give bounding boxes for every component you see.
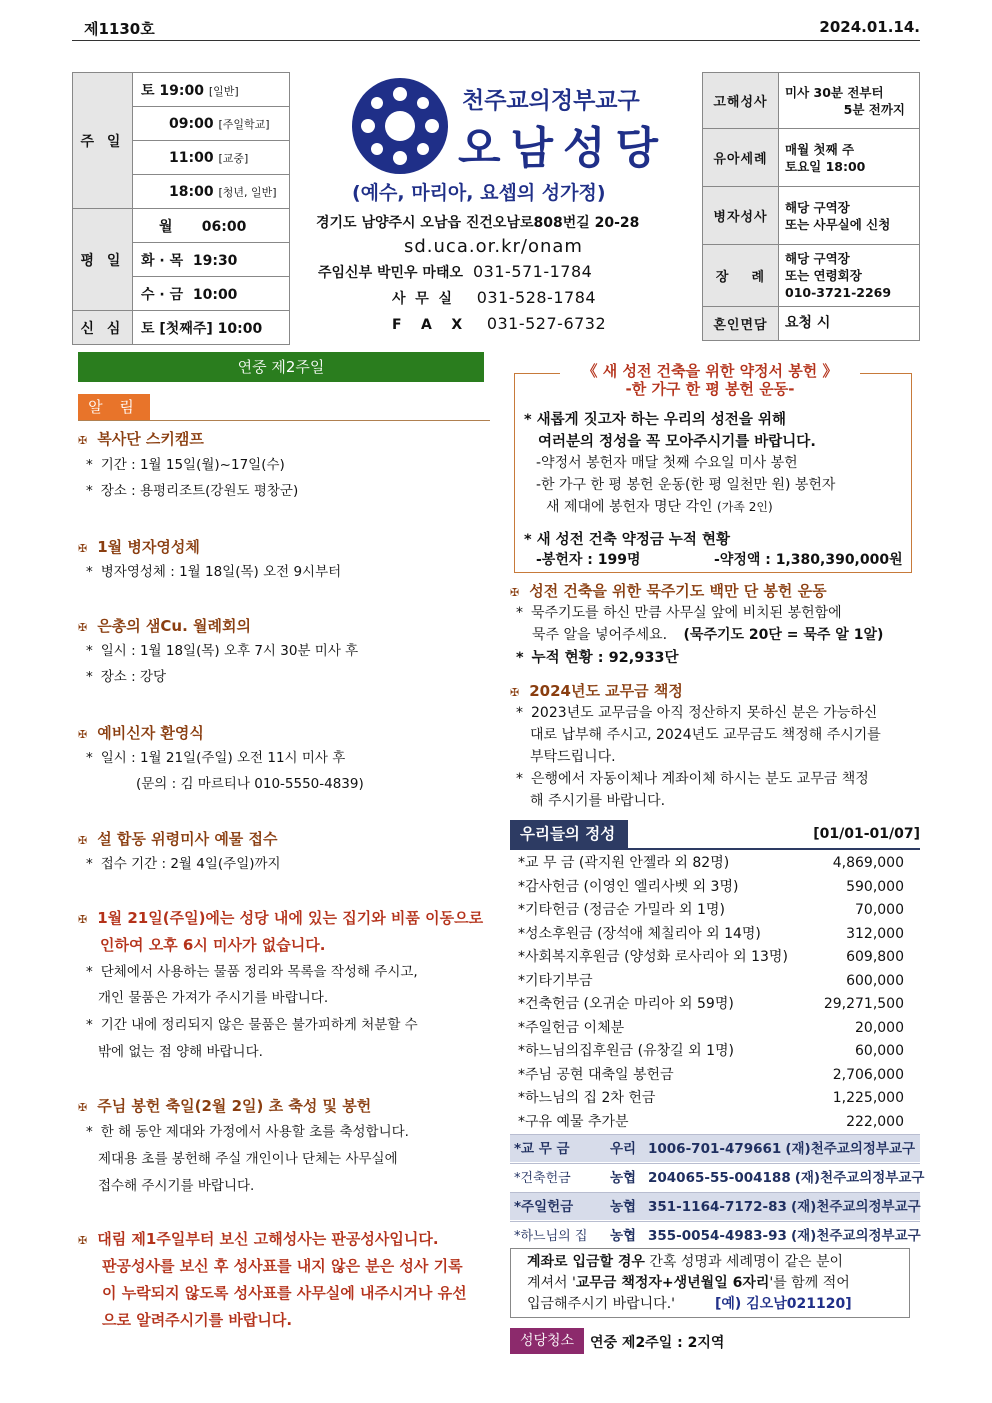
pledge-line: * 새 성전 건축 약정금 누적 현황 — [524, 532, 730, 548]
offering-name: *건축헌금 (오귀순 마리아 외 59명) — [518, 996, 734, 1012]
contact-row: 주임신부 박민우 마태오 031-571-1784 — [318, 262, 593, 281]
cross-bullet-icon: ✠ — [78, 434, 88, 447]
account-label: *하느님의 집 — [514, 1229, 588, 1244]
deposit-note: 계좌로 입금할 경우 간혹 성명과 세례명이 같은 분이 계셔서 '교무금 책정자+생년월일 6자리'를 함께 적어 입금해주시기 바랍니다.' [예) 김오남021120] — [510, 1248, 910, 1318]
mass-schedule-table — [72, 72, 290, 345]
sacrament-info: 해당 구역장 또는 연령회장 010-3721-2269 — [779, 245, 920, 307]
dues-title: ✠ 2024년도 교무금 책정 — [510, 682, 683, 700]
offering-amount: 2,706,000 — [832, 1066, 904, 1083]
mass-time: 09:00 [주일학교] — [133, 107, 290, 141]
sacrament-label: 병자성사 — [703, 187, 779, 245]
notice-line: 제대용 초를 봉헌해 주실 개인이나 단체는 사무실에 — [98, 1151, 398, 1167]
offering-name: *교 무 금 (곽지원 안젤라 외 82명) — [518, 855, 730, 871]
offering-amount: 600,000 — [846, 972, 904, 989]
offering-row — [518, 1087, 904, 1111]
offering-row — [518, 970, 904, 994]
pledge-amount: -약정액 : 1,380,390,000원 — [714, 552, 903, 568]
notice-label: 알 림 — [78, 394, 150, 420]
offering-row — [518, 899, 904, 923]
offerings-list — [518, 852, 904, 1134]
notice-divider — [78, 420, 490, 421]
mass-time: 화 · 목 19:30 — [133, 243, 290, 277]
rosary-line: * 묵주기도를 하신 만큼 사무실 앞에 비치된 봉헌함에 — [516, 605, 842, 621]
header-divider — [72, 40, 920, 41]
notice-title: ✠ 대림 제1주일부터 보신 고해성사는 판공성사입니다. — [78, 1230, 439, 1248]
cross-bullet-icon: ✠ — [78, 913, 88, 926]
pledge-line: -약정서 봉헌자 매달 첫째 수요일 미사 봉헌 — [536, 455, 798, 471]
offering-name: *기타헌금 (정금순 가밀라 외 1명) — [518, 902, 725, 918]
account-row — [510, 1163, 925, 1191]
sacrament-info: 해당 구역장 또는 사무실에 신청 — [779, 187, 920, 245]
notice-line: * 기간 내에 정리되지 않은 물품은 불가피하게 처분할 수 — [86, 1017, 418, 1033]
dues-line: 대로 납부해 주시고, 2024년도 교무금도 책정해 주시기를 — [530, 727, 881, 743]
notice-line: 판공성사를 보신 후 성사표를 내지 않은 분은 성사 기록 — [102, 1257, 463, 1275]
notice-line: * 병자영성체 : 1월 18일(목) 오전 9시부터 — [86, 564, 342, 580]
rosary-total: * 누적 현황 : 92,933단 — [516, 650, 679, 666]
pledge-line: 여러분의 정성을 꼭 모아주시기를 바랍니다. — [538, 434, 816, 450]
account-number: 351-1164-7172-83 — [648, 1199, 787, 1215]
offering-name: *하느님의집후원금 (유창길 외 1명) — [518, 1043, 734, 1059]
devotion-label: 신 심 — [73, 311, 133, 345]
cross-bullet-icon: ✠ — [78, 621, 88, 634]
offering-row — [518, 946, 904, 970]
offering-name: *하느님의 집 2차 헌금 — [518, 1090, 656, 1106]
church-logo-icon — [352, 78, 448, 174]
offering-name: *주님 공현 대축일 봉헌금 — [518, 1066, 674, 1083]
offerings-title: 우리들의 정성 — [510, 820, 628, 848]
sacrament-info: 미사 30분 전부터 5분 전까지 — [779, 73, 920, 129]
offering-name: *기타기부금 — [518, 972, 593, 989]
offering-row — [518, 1017, 904, 1041]
notice-line: 개인 물품은 가져가 주시기를 바랍니다. — [98, 990, 329, 1006]
notice-title-cont: 인하여 오후 6시 미사가 없습니다. — [100, 936, 326, 954]
church-motto: (예수, 마리아, 요셉의 성가정) — [352, 182, 606, 204]
notice-title: ✠ 주님 봉헌 축일(2월 2일) 초 축성 및 봉헌 — [78, 1097, 372, 1115]
notice-line: * 장소 : 용평리조트(강원도 평창군) — [86, 483, 299, 499]
account-holder: (재)천주교의정부교구 — [790, 1199, 921, 1215]
contact-row: F A X 031-527-6732 — [392, 314, 607, 333]
issue-number: 제1130호 — [84, 20, 155, 38]
offering-name: *감사헌금 (이영인 엘리사벳 외 3명) — [518, 878, 739, 895]
sunday-banner: 연중 제2주일 — [78, 352, 484, 382]
notice-line: * 접수 기간 : 2월 4일(주일)까지 — [86, 856, 281, 872]
offering-amount: 222,000 — [846, 1113, 904, 1130]
notice-title: ✠ 은총의 샘Cu. 월례회의 — [78, 617, 251, 635]
cleaning-text: 연중 제2주일 : 2지역 — [590, 1335, 725, 1351]
offering-name: *주일헌금 이체분 — [518, 1019, 625, 1036]
offering-row — [518, 1111, 904, 1135]
offering-amount: 60,000 — [855, 1043, 904, 1059]
mass-time: 토 [첫째주] 10:00 — [133, 311, 290, 345]
notice-line: * 장소 : 강당 — [86, 669, 167, 685]
cross-bullet-icon: ✠ — [510, 686, 520, 699]
account-number: 355-0054-4983-93 — [648, 1228, 787, 1244]
cross-bullet-icon: ✠ — [78, 728, 88, 741]
offering-amount: 1,225,000 — [832, 1090, 904, 1106]
offerings-divider — [510, 848, 920, 850]
notice-line: * 단체에서 사용하는 물품 정리와 목록을 작성해 주시고, — [86, 964, 418, 980]
account-holder: (재)천주교의정부교구 — [794, 1170, 925, 1186]
offering-row — [518, 876, 904, 900]
cross-bullet-icon: ✠ — [78, 1234, 88, 1247]
account-label: *주일헌금 — [514, 1199, 574, 1215]
sacrament-info: 매월 첫째 주 토요일 18:00 — [779, 129, 920, 187]
account-row — [510, 1134, 920, 1162]
weekday-label: 평 일 — [73, 209, 133, 311]
account-bank: 농협 — [610, 1228, 637, 1244]
notice-line: 접수해 주시기를 바랍니다. — [98, 1178, 255, 1194]
offering-amount: 312,000 — [846, 925, 904, 942]
sunday-label: 주 일 — [73, 73, 133, 209]
account-holder: (재)천주교의정부교구 — [790, 1228, 921, 1244]
notice-line: * 한 해 동안 제대와 가정에서 사용할 초를 축성합니다. — [86, 1124, 409, 1140]
offering-row — [518, 993, 904, 1017]
cleaning-label: 성당청소 — [510, 1328, 584, 1354]
offering-amount: 29,271,500 — [823, 996, 904, 1012]
church-url[interactable]: sd.uca.or.kr/onam — [404, 236, 583, 257]
mass-time: 18:00 [청년, 일반] — [133, 175, 290, 209]
notice-line: * 일시 : 1월 21일(주일) 오전 11시 미사 후 — [86, 750, 346, 766]
account-row — [510, 1221, 920, 1249]
pledge-line: -한 가구 한 평 봉헌 운동(한 평 일천만 원) 봉헌자 — [536, 477, 836, 493]
sacrament-table — [702, 72, 920, 341]
account-bank: 농협 — [610, 1170, 637, 1186]
pledge-line: 새 제대에 봉헌자 명단 각인 (가족 2인) — [546, 499, 773, 515]
offering-row — [518, 1064, 904, 1088]
notice-line: 으로 알려주시기를 바랍니다. — [102, 1311, 293, 1329]
account-row — [510, 1192, 920, 1220]
sacrament-label: 고해성사 — [703, 73, 779, 129]
dues-line: 부탁드립니다. — [530, 749, 616, 765]
cross-bullet-icon: ✠ — [78, 1101, 88, 1114]
sacrament-label: 혼인면담 — [703, 307, 779, 341]
notice-title: ✠ 예비신자 환영식 — [78, 724, 204, 742]
church-name: 오남성당 — [458, 123, 669, 174]
offering-amount: 609,800 — [846, 949, 904, 965]
sacrament-label: 유아세례 — [703, 129, 779, 187]
offerings-period: [01/01-01/07] — [813, 826, 920, 842]
account-holder: (재)천주교의정부교구 — [785, 1141, 916, 1157]
account-number: 1006-701-479661 — [648, 1141, 782, 1157]
account-bank: 농협 — [610, 1199, 637, 1215]
pledge-title: 《 새 성전 건축을 위한 약정서 봉헌 》 -한 가구 한 평 봉헌 운동- — [560, 362, 860, 398]
offering-amount: 4,869,000 — [832, 855, 904, 871]
notice-line: 밖에 없는 점 양해 바랍니다. — [98, 1044, 263, 1060]
cross-bullet-icon: ✠ — [78, 542, 88, 555]
notice-title: ✠ 1월 병자영성체 — [78, 538, 200, 556]
mass-time: 11:00 [교중] — [133, 141, 290, 175]
pledge-donors: -봉헌자 : 199명 — [536, 552, 641, 568]
church-address: 경기도 남양주시 오남읍 진건오남로808번길 20-28 — [316, 215, 640, 231]
offering-name: *성소후원금 (장석애 체칠리아 외 14명) — [518, 925, 761, 942]
account-label: *건축헌금 — [514, 1171, 571, 1186]
sacrament-info: 요청 시 — [779, 307, 920, 341]
offering-amount: 70,000 — [855, 902, 904, 918]
offering-amount: 590,000 — [846, 878, 904, 895]
mass-time: 월 06:00 — [133, 209, 290, 243]
contact-row: 사 무 실 031-528-1784 — [392, 288, 597, 307]
offering-name: *사회복지후원금 (양성화 로사리아 외 13명) — [518, 949, 788, 965]
dues-line: 해 주시기를 바랍니다. — [530, 793, 666, 809]
account-bank: 우리 — [610, 1141, 637, 1157]
offering-row — [518, 852, 904, 876]
cross-bullet-icon: ✠ — [510, 586, 520, 599]
rosary-title: ✠ 성전 건축을 위한 묵주기도 백만 단 봉헌 운동 — [510, 582, 827, 600]
mass-time: 토 19:00 [일반] — [133, 73, 290, 107]
notice-line: * 기간 : 1월 15일(월)~17일(수) — [86, 457, 285, 473]
offering-row — [518, 923, 904, 947]
account-number: 204065-55-004188 — [648, 1170, 791, 1186]
rosary-line: 묵주 알을 넣어주세요. (묵주기도 20단 = 묵주 알 1알) — [532, 627, 884, 643]
notice-line: (문의 : 김 마르티나 010-5550-4839) — [136, 776, 364, 792]
mass-time: 수 · 금 10:00 — [133, 277, 290, 311]
notice-title: ✠ 1월 21일(주일)에는 성당 내에 있는 집기와 비품 이동으로 — [78, 909, 484, 927]
dues-line: * 은행에서 자동이체나 계좌이체 하시는 분도 교무금 책정 — [516, 771, 869, 787]
cross-bullet-icon: ✠ — [78, 834, 88, 847]
notice-line: 이 누락되지 않도록 성사표를 사무실에 내주시거나 유선 — [102, 1284, 467, 1302]
dues-line: * 2023년도 교무금을 아직 정산하지 못하신 분은 가능하신 — [516, 705, 878, 721]
notice-title: ✠ 복사단 스키캠프 — [78, 430, 204, 448]
sacrament-label: 장 례 — [703, 245, 779, 307]
notice-title: ✠ 설 합동 위령미사 예물 접수 — [78, 830, 278, 848]
diocese-name: 천주교의정부교구 — [462, 88, 640, 114]
notice-line: * 일시 : 1월 18일(목) 오후 7시 30분 미사 후 — [86, 643, 359, 659]
offering-name: *구유 예물 추가분 — [518, 1113, 629, 1130]
issue-date: 2024.01.14. — [819, 18, 920, 36]
account-label: *교 무 금 — [514, 1141, 570, 1157]
pledge-line: * 새롭게 짓고자 하는 우리의 성전을 위해 — [524, 412, 786, 428]
offering-row — [518, 1040, 904, 1064]
offering-amount: 20,000 — [855, 1019, 904, 1036]
